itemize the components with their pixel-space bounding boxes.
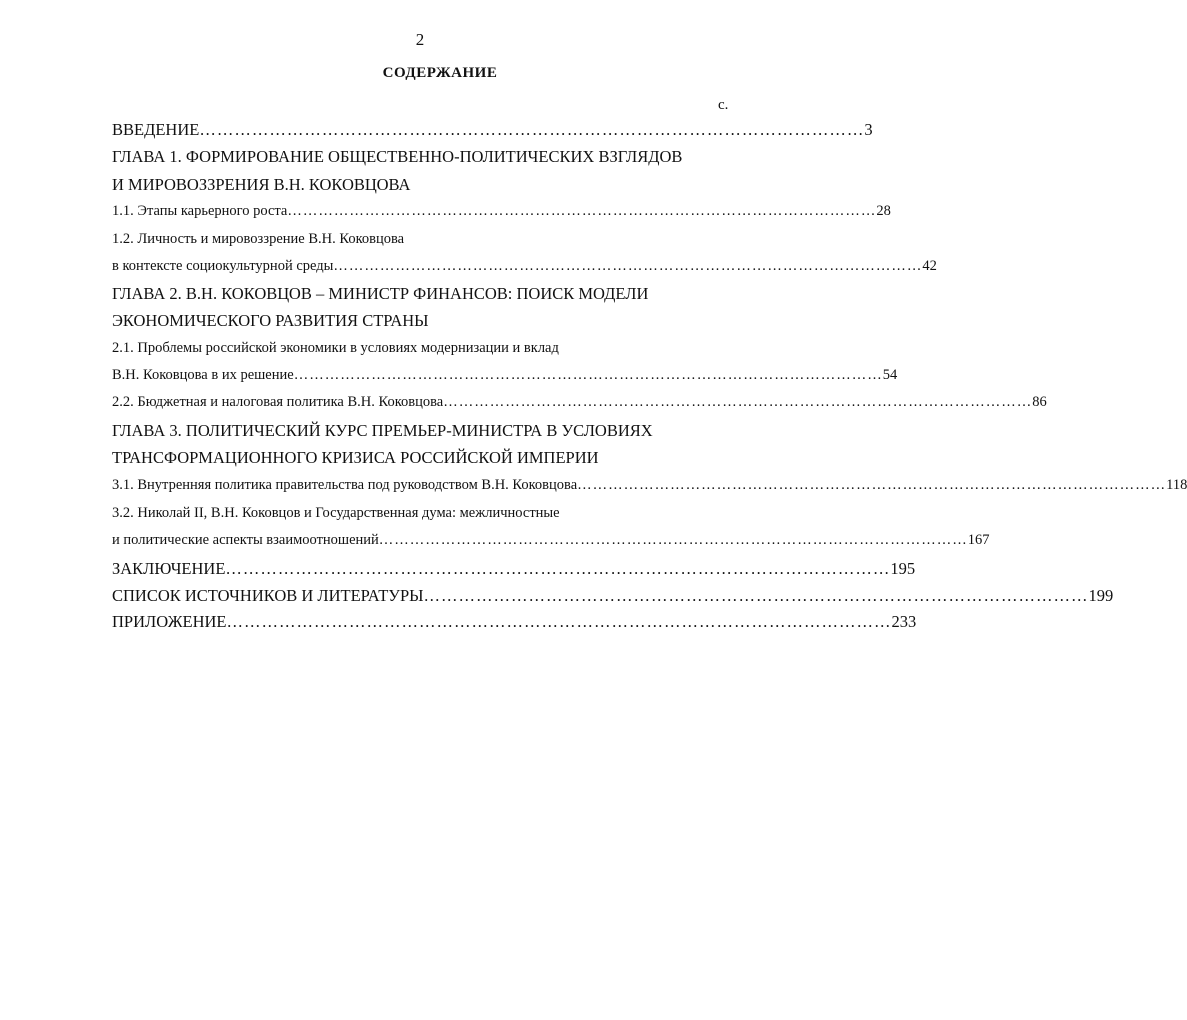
toc-leader-dots: …………………………………………………………………………………………………… (293, 367, 883, 383)
toc-leader-dots: …………………………………………………………………………………………………… (577, 477, 1167, 493)
toc-entry-page: 195 (890, 559, 916, 578)
toc-entry-page: 54 (882, 367, 898, 383)
page-number: 2 (415, 30, 425, 49)
toc-leader-dots: …………………………………………………………………………………………………… (226, 612, 892, 631)
toc-entry-page: 86 (1032, 394, 1047, 410)
toc-entry-page: 42 (922, 258, 937, 274)
toc-entry-sources[interactable] (112, 586, 1114, 606)
toc-entry-3-2[interactable] (112, 532, 990, 549)
toc-entry-page: 118 (1166, 477, 1187, 493)
toc-chapter-2-line-1[interactable]: ГЛАВА 2. В.Н. КОКОВЦОВ – МИНИСТР ФИНАНСОВ: ПОИСК МОДЕЛИ (112, 284, 649, 303)
toc-entry-label: В.Н. Коковцова в их решение (112, 367, 294, 383)
toc-chapter-2-line-2[interactable]: ЭКОНОМИЧЕСКОГО РАЗВИТИЯ СТРАНЫ (112, 311, 429, 330)
toc-entry-1-2[interactable] (112, 258, 937, 275)
toc-entry-page: 28 (876, 203, 891, 219)
toc-entry-1-2-line-1[interactable]: 1.2. Личность и мировоззрение В.Н. Коковцова (112, 231, 405, 247)
toc-leader-dots: …………………………………………………………………………………………………… (378, 532, 968, 548)
toc-leader-dots: …………………………………………………………………………………………………… (333, 258, 923, 274)
toc-entry-2-1-line-1[interactable]: 2.1. Проблемы российской экономики в условиях модернизации и вклад (112, 340, 559, 356)
toc-entry-3-2-line-1[interactable]: 3.2. Николай II, В.Н. Коковцов и Государственная дума: межличностные (112, 505, 560, 521)
toc-entry-2-1[interactable] (112, 367, 898, 384)
toc-entry-label: 2.2. Бюджетная и налоговая политика В.Н. Коковцова (112, 394, 444, 410)
toc-chapter-1-line-1[interactable]: ГЛАВА 1. ФОРМИРОВАНИЕ ОБЩЕСТВЕННО-ПОЛИТИЧЕСКИХ ВЗГЛЯДОВ (112, 147, 683, 166)
toc-entry-2-2[interactable] (112, 394, 1047, 411)
toc-entry-appendix[interactable] (112, 612, 917, 632)
toc-leader-dots: …………………………………………………………………………………………………… (287, 203, 877, 219)
toc-entry-3-1[interactable] (112, 477, 1187, 494)
toc-entry-conclusion[interactable] (112, 559, 916, 579)
toc-entry-label: ВВЕДЕНИЕ (112, 120, 200, 139)
toc-entry-label: 1.1. Этапы карьерного роста (112, 203, 288, 219)
toc-leader-dots: …………………………………………………………………………………………………… (443, 394, 1033, 410)
toc-entry-page: 199 (1088, 586, 1114, 605)
toc-chapter-3-line-1[interactable]: ГЛАВА 3. ПОЛИТИЧЕСКИЙ КУРС ПРЕМЬЕР-МИНИСТРА В УСЛОВИЯХ (112, 421, 653, 440)
toc-entry-page: 167 (967, 532, 990, 548)
toc-entry-label: 3.1. Внутренняя политика правительства под руководством В.Н. Коковцова (112, 477, 578, 493)
toc-entry-label: в контексте социокультурной среды (112, 258, 334, 274)
page-column-header: с. (718, 97, 729, 113)
toc-entry-introduction[interactable] (112, 120, 873, 140)
toc-entry-page: 233 (891, 612, 917, 631)
toc-entry-page: 3 (864, 120, 873, 139)
toc-chapter-3-line-2[interactable]: ТРАНСФОРМАЦИОННОГО КРИЗИСА РОССИЙСКОЙ ИМПЕРИИ (112, 448, 599, 467)
toc-leader-dots: …………………………………………………………………………………………………… (423, 586, 1089, 605)
toc-chapter-1-line-2[interactable]: И МИРОВОЗЗРЕНИЯ В.Н. КОКОВЦОВА (112, 175, 411, 194)
toc-entry-1-1[interactable] (112, 203, 891, 220)
toc-entry-label: ПРИЛОЖЕНИЕ (112, 612, 227, 631)
toc-leader-dots: …………………………………………………………………………………………………… (199, 120, 865, 139)
toc-leader-dots: …………………………………………………………………………………………………… (225, 559, 891, 578)
page-title: СОДЕРЖАНИЕ (382, 65, 498, 81)
toc-entry-label: ЗАКЛЮЧЕНИЕ (112, 559, 226, 578)
toc-entry-label: СПИСОК ИСТОЧНИКОВ И ЛИТЕРАТУРЫ (112, 586, 424, 605)
toc-entry-label: и политические аспекты взаимоотношений (112, 532, 379, 548)
